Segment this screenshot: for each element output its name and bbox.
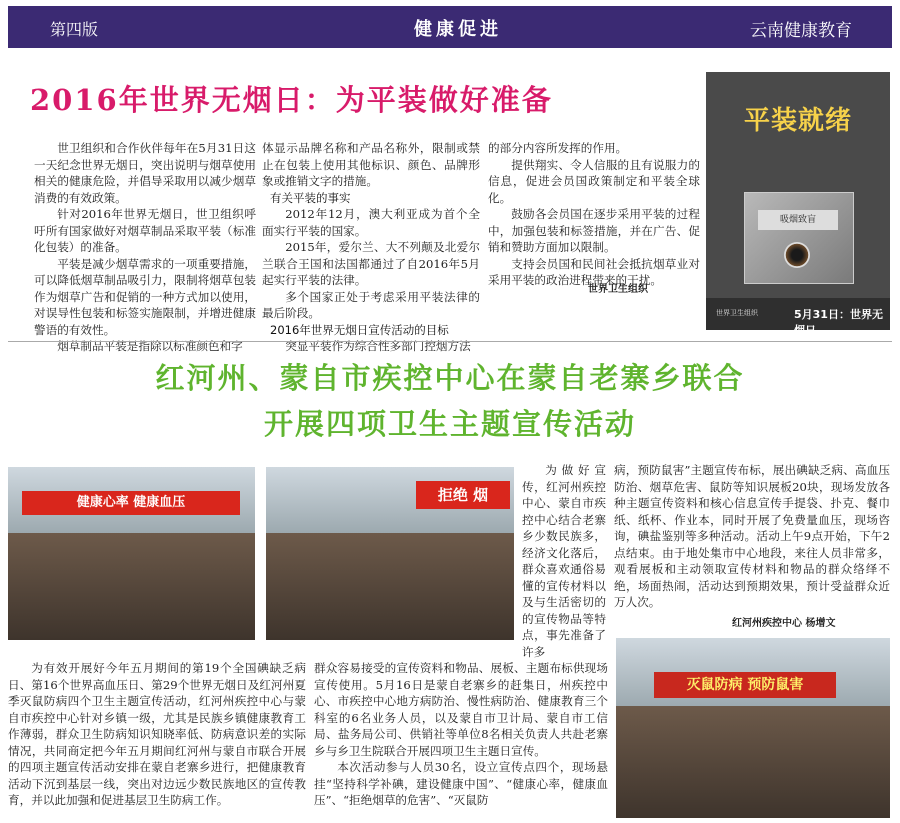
article1-col3 — [488, 140, 700, 289]
article2-narrow-col — [522, 462, 606, 660]
cigarette-pack-image — [744, 192, 854, 284]
article2-bottom-left — [8, 660, 306, 809]
paragraph: 世卫组织和合作伙伴每年在5月31日这一天纪念世界无烟日，突出说明与烟草使用相关的健康危险，并倡导采取用以减少烟草消费的有效政策。 — [34, 141, 256, 205]
paragraph: 针对2016年世界无烟日，世卫组织呼吁所有国家做好对烟草制品采取平装（标准化包装）的准备。 — [34, 207, 256, 254]
subheading-facts: 有关平装的事实 — [270, 190, 351, 205]
paragraph: 多个国家正处于考虑采用平装法律的最后阶段。 — [262, 289, 480, 320]
paragraph: 突显平装作为综合性多部门控烟方法 — [285, 339, 471, 353]
photo3-banner: 灭鼠防病 预防鼠害 — [654, 672, 836, 698]
who-logo-text: 世界卫生组织 — [716, 309, 758, 317]
event-photo-2 — [266, 467, 514, 640]
paragraph: 鼓励各会员国在逐步采用平装的过程中，加强包装和标签措施，并在广告、促销和赞助方面加以限制。 — [488, 207, 700, 254]
article1-col1 — [34, 140, 256, 355]
article2-right-col — [614, 462, 890, 611]
poster-date: 5月31日：世界无烟日 — [794, 308, 883, 337]
photo2-banner: 拒绝 烟 — [416, 481, 510, 509]
paragraph: 体显示品牌名称和产品名称外，限制或禁止在包装上使用其他标识、颜色、品牌形象或推销文字的措施。 — [262, 141, 480, 188]
eye-icon — [784, 242, 810, 268]
poster-title: 平装就绪 — [743, 106, 852, 136]
pack-warning-label: 吸烟致盲 — [758, 210, 838, 230]
paragraph: 群众容易接受的宣传资料和物品、展板、主题布标供现场宣传使用。5月16日是蒙自老寨乡的赶集日，州疾控中心、市疾控中心地方病防治、慢性病防治、健康教育三个科室的6名业务人员，以及蒙自市卫计局、蒙自市工信局、盐务局公司、供销社等单位8名相关负责人共赴老寨乡与乡卫生院联合开展四项卫生主题日宣传。 — [314, 661, 608, 758]
publication-name: 云南健康教育 — [750, 21, 852, 41]
photo1-banner: 健康心率 健康血压 — [22, 491, 240, 515]
section-title: 健康促进 — [414, 19, 502, 40]
paragraph: 2015年，爱尔兰、大不列颠及北爱尔兰联合王国和法国都通过了自2016年5月起实行平装的法律。 — [262, 240, 480, 287]
paragraph: 提供翔实、令人信服的且有说服力的信息，促进会员国政策制定和平装全球化。 — [488, 157, 700, 205]
paragraph: 烟草制品平装是指除以标准颜色和字 — [57, 339, 243, 353]
photo-crowd — [266, 533, 514, 640]
paragraph: 支持会员国和民间社会抵抗烟草业对采用平装的政治进程带来的干扰。 — [488, 256, 700, 287]
paragraph: 为做好宣传，红河州疾控中心、蒙自市疾控中心结合老寨乡少数民族多，经济文化落后，群众喜欢通俗易懂的宣传材料以及与生活密切的的宣传物品等特点，事先准备了许多 — [522, 463, 606, 659]
article2-signature: 红河州疾控中心 杨增文 — [732, 618, 836, 629]
event-photo-1 — [8, 467, 255, 640]
edition-label: 第四版 — [50, 20, 99, 39]
subheading-goals: 2016年世界无烟日宣传活动的目标 — [270, 322, 449, 337]
paragraph: 本次活动参与人员30名，设立宣传点四个，现场悬挂“坚持科学补碘，建设健康中国”、“健康心率，健康血压”、“拒绝烟草的危害”、“灭鼠防 — [314, 760, 608, 807]
paragraph: 2012年12月，澳大利亚成为首个全面实行平装的国家。 — [262, 207, 480, 238]
article1-signature: 世界卫生组织 — [588, 284, 648, 295]
article2-title-line2: 开展四项卫生主题宣传活动 — [263, 407, 636, 441]
article2-title-line1: 红河州、蒙自市疾控中心在蒙自老寨乡联合 — [155, 361, 745, 395]
paragraph: 平装是减少烟草需求的一项重要措施，可以降低烟草制品吸引力，限制将烟草包装作为烟草广告和促销的一种方式加以使用，对误导性包装和标签实施限制，并增进健康警语的有效性。 — [34, 256, 256, 337]
photo-crowd — [8, 533, 255, 640]
paragraph: 的部分内容所发挥的作用。 — [488, 141, 628, 155]
article2-bottom-mid — [314, 660, 608, 809]
paragraph: 为有效开展好今年五月期间的第19个全国碘缺乏病日、第16个世界高血压日、第29个世界无烟日及红河州夏季灭鼠防病四个卫生主题宣传活动，红河州疾控中心与蒙自市疾控中心针对乡镇一级，尤其是民族乡镇健康教育工作薄弱，群众卫生防病知识知晓率低、防病意识差的实际情况，共同商定把今年五月期间红河州与蒙自市联合开展的四项主题宣传活动安排在蒙自老寨乡进行，把健康教育活动下沉到基层一线，突出对边远少数民族地区的宣传教育，并以此加强和促进基层卫生防病工作。 — [8, 661, 306, 807]
photo-crowd — [616, 706, 890, 818]
article1-title: 2016年世界无烟日：为平装做好准备 — [30, 83, 553, 117]
event-photo-3 — [616, 638, 890, 818]
article1-col2 — [262, 140, 480, 355]
paragraph: 病，预防鼠害”主题宣传布标，展出碘缺乏病、高血压防治、烟草危害、鼠防等知识展板20块，现场发放各种主题宣传资料和核心信息宣传手提袋、扑克、餐巾纸、纸杯、作业本，同时开展了免费量血压，现场咨询，碘盐鉴别等多种活动。活动上午9点开始，下午2点结束。由于地处集市中心地段，来往人员非常多，观看展板和主动领取宣传材料和物品的群众络绎不绝，场面热闹，活动达到预期效果，预计受益群众近万人次。 — [614, 463, 890, 609]
page-header — [8, 6, 892, 48]
section-divider — [8, 341, 892, 342]
no-tobacco-poster — [706, 72, 890, 337]
